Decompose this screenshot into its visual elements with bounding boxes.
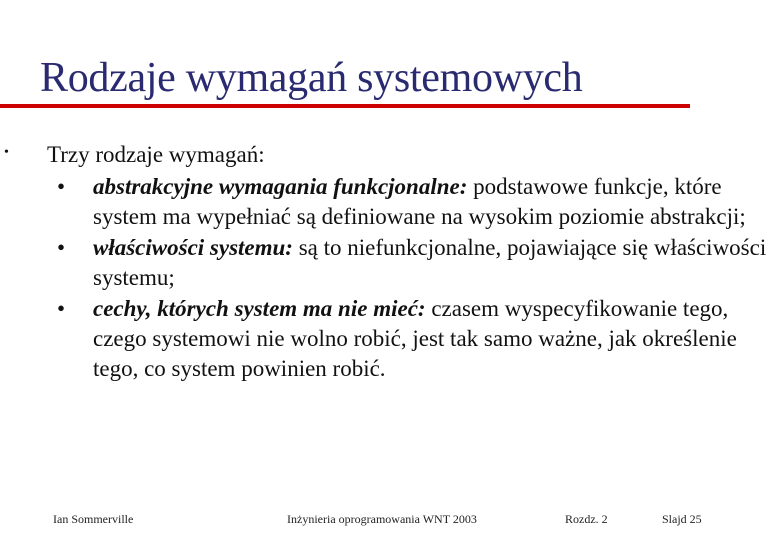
list-item — [47, 294, 775, 384]
footer-slide-number: Slajd 25 — [662, 512, 702, 526]
footer-author: Ian Sommerville — [53, 512, 134, 526]
intro-text: Trzy rodzaje wymagań: — [47, 142, 265, 167]
list-item — [47, 172, 775, 232]
title-underline — [0, 104, 690, 108]
item-term: abstrakcyjne wymagania funkcjonalne: — [93, 174, 468, 199]
slide-content — [47, 140, 775, 385]
outer-bullet: • — [4, 145, 9, 160]
item-text: podstawowe funkcje, które system ma wypełniać są definiowane na wysokim poziomie abstrakcji; — [93, 174, 746, 229]
slide-title: Rodzaje wymagań systemowych — [40, 55, 583, 101]
footer-course: Inżynieria oprogramowania WNT 2003 — [287, 512, 477, 526]
bullet: • — [57, 174, 66, 199]
item-term: właściwości systemu: — [93, 235, 293, 260]
item-term: cechy, których system ma nie mieć: — [93, 296, 426, 321]
requirements-list — [47, 172, 775, 384]
list-item — [47, 233, 775, 293]
bullet: • — [57, 296, 66, 321]
footer-chapter: Rozdz. 2 — [565, 512, 608, 526]
item-text: są to niefunkcjonalne, pojawiające się właściwości systemu; — [93, 235, 767, 290]
item-text: czasem wyspecyfikowanie tego, czego systemowi nie wolno robić, jest tak samo ważne, jak określenie tego, co system powinien robić. — [93, 296, 737, 381]
bullet: • — [57, 235, 66, 260]
